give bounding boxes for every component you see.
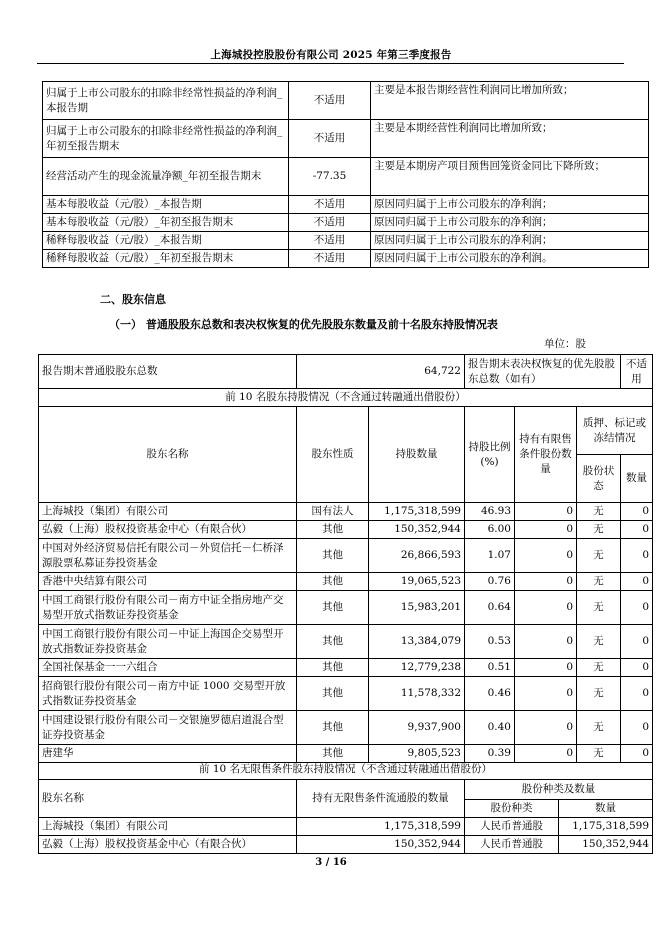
item-name: 稀释每股收益（元/股）_本报告期 (43, 232, 289, 250)
table-row (39, 745, 653, 763)
shareholder-ratio: 0.51 (465, 659, 515, 677)
shareholder-pledge-status: 无 (577, 677, 621, 711)
table-row (43, 82, 649, 120)
subsection-title: （一） 普通股股东总数和表决权恢复的优先股股东数量及前十名股东持股情况表 (109, 318, 498, 331)
shareholder-ratio: 0.53 (465, 625, 515, 659)
shareholder-ratio: 0.76 (465, 573, 515, 591)
totals-row (39, 355, 653, 389)
shareholder-pledge-status: 无 (577, 573, 621, 591)
unrestricted-holders-body (39, 761, 653, 853)
shareholder-nature: 其他 (297, 659, 369, 677)
item-reason: 主要是本期经营性利润同比增加所致； (371, 120, 649, 158)
shareholder-nature: 其他 (297, 521, 369, 539)
shareholder-nature: 其他 (297, 591, 369, 625)
shareholder-restricted: 0 (515, 659, 577, 677)
col-header-shares: 持股数量 (369, 407, 465, 503)
shareholder-pledge-qty: 0 (621, 539, 653, 573)
shareholder-restricted: 0 (515, 503, 577, 521)
shareholder-pledge-status: 无 (577, 745, 621, 763)
shareholder-restricted: 0 (515, 625, 577, 659)
shareholder-pledge-qty: 0 (621, 625, 653, 659)
table-row (39, 573, 653, 591)
shareholder-nature: 其他 (297, 625, 369, 659)
item-value: 不适用 (289, 82, 371, 120)
table-row (39, 591, 653, 625)
holder-name: 弘毅（上海）股权投资基金中心（有限合伙） (39, 835, 297, 853)
top10-caption: 前 10 名股东持股情况（不含通过转融通出借股份） (39, 389, 653, 407)
shareholder-name: 中国对外经济贸易信托有限公司－外贸信托－仁桥泽源股票私募证券投资基金 (39, 539, 297, 573)
item-value: 不适用 (289, 232, 371, 250)
unit-label: 单位：股 (544, 338, 586, 350)
col-header-name: 股东名称 (39, 407, 297, 503)
item-name: 基本每股收益（元/股）_本报告期 (43, 196, 289, 214)
item-reason: 原因同归属于上市公司股东的净利润； (371, 196, 649, 214)
holder-share-amount: 150,352,944 (559, 835, 653, 853)
shareholder-restricted: 0 (515, 677, 577, 711)
shareholder-restricted: 0 (515, 745, 577, 763)
col-header-unrestricted-qty: 持有无限售条件流通股的数量 (297, 779, 465, 817)
shareholder-shares: 9,805,523 (369, 745, 465, 763)
shareholder-pledge-status: 无 (577, 521, 621, 539)
shareholder-name: 弘毅（上海）股权投资基金中心（有限合伙） (39, 521, 297, 539)
table-row (43, 120, 649, 158)
holder-share-amount: 1,175,318,599 (559, 817, 653, 835)
section-title: 二、股东信息 (100, 293, 166, 306)
page-header-title: 上海城投控股股份有限公司 2025 年第三季度报告 (210, 49, 452, 61)
holder-unrestricted-qty: 1,175,318,599 (297, 817, 465, 835)
item-name: 基本每股收益（元/股）_年初至报告期末 (43, 214, 289, 232)
shareholder-pledge-qty: 0 (621, 745, 653, 763)
col-header-pledge-status: 股份状态 (577, 455, 621, 503)
shareholder-pledge-status: 无 (577, 503, 621, 521)
shareholder-pledge-status: 无 (577, 539, 621, 573)
col-header-share-type: 股份种类 (465, 799, 559, 817)
unrestricted-holders-table (38, 761, 653, 854)
shareholder-ratio: 1.07 (465, 539, 515, 573)
col-header-share-type-group: 股份种类及数量 (465, 779, 653, 799)
col-header-pledge-qty: 数量 (621, 455, 653, 503)
shareholder-name: 招商银行股份有限公司－南方中证 1000 交易型开放式指数证券投资基金 (39, 677, 297, 711)
header-divider (37, 63, 624, 64)
col-header-ratio: 持股比例(%) (465, 407, 515, 503)
item-reason: 主要是本期房产项目预售回笼资金同比下降所致； (371, 158, 649, 196)
shareholder-shares: 11,578,332 (369, 677, 465, 711)
col-header-name: 股东名称 (39, 779, 297, 817)
table-row (43, 250, 649, 268)
shareholder-ratio: 0.40 (465, 711, 515, 745)
table-row (39, 711, 653, 745)
shareholder-shares: 150,352,944 (369, 521, 465, 539)
shareholder-restricted: 0 (515, 591, 577, 625)
shareholder-pledge-qty: 0 (621, 659, 653, 677)
table-row (43, 196, 649, 214)
unrestricted-caption: 前 10 名无限售条件股东持股情况（不含通过转融通出借股份） (39, 761, 653, 779)
shareholder-shares: 1,175,318,599 (369, 503, 465, 521)
item-name: 归属于上市公司股东的扣除非经常性损益的净利润_本报告期 (43, 82, 289, 120)
col-header-restricted: 持有有限售条件股份数量 (515, 407, 577, 503)
change-reasons-body (43, 82, 649, 268)
table-row (43, 158, 649, 196)
caption-row (39, 761, 653, 779)
holder-share-type: 人民币普通股 (465, 817, 559, 835)
table-row (39, 659, 653, 677)
shareholder-shares: 26,866,593 (369, 539, 465, 573)
table-row (39, 677, 653, 711)
col-header-pledge: 质押、标记或冻结情况 (577, 407, 653, 455)
change-reasons-table (42, 81, 649, 268)
table-row (39, 521, 653, 539)
shareholder-ratio: 0.39 (465, 745, 515, 763)
item-value: 不适用 (289, 196, 371, 214)
shareholder-restricted: 0 (515, 573, 577, 591)
page-number: 3 / 16 (315, 857, 347, 868)
item-name: 稀释每股收益（元/股）_年初至报告期末 (43, 250, 289, 268)
shareholder-shares: 12,779,238 (369, 659, 465, 677)
shareholder-nature: 其他 (297, 745, 369, 763)
item-name: 经营活动产生的现金流量净额_年初至报告期末 (43, 158, 289, 196)
table-row (39, 503, 653, 521)
shareholder-name: 中国工商银行股份有限公司－中证上海国企交易型开放式指数证券投资基金 (39, 625, 297, 659)
total-shareholders-value: 64,722 (297, 355, 465, 389)
caption-row (39, 389, 653, 407)
shareholder-name: 全国社保基金一一六组合 (39, 659, 297, 677)
total-shareholders-label: 报告期末普通股股东总数 (39, 355, 297, 389)
shareholder-nature: 其他 (297, 573, 369, 591)
shareholder-pledge-qty: 0 (621, 591, 653, 625)
shareholder-pledge-qty: 0 (621, 711, 653, 745)
item-value: 不适用 (289, 214, 371, 232)
table-row (43, 214, 649, 232)
holder-name: 上海城投（集团）有限公司 (39, 817, 297, 835)
header-row (39, 407, 653, 455)
shareholder-shares: 13,384,079 (369, 625, 465, 659)
item-value: -77.35 (289, 158, 371, 196)
item-value: 不适用 (289, 120, 371, 158)
table-row (39, 835, 653, 853)
shareholder-ratio: 0.64 (465, 591, 515, 625)
shareholder-pledge-status: 无 (577, 659, 621, 677)
shareholder-nature: 其他 (297, 711, 369, 745)
shareholder-name: 上海城投（集团）有限公司 (39, 503, 297, 521)
col-header-nature: 股东性质 (297, 407, 369, 503)
shareholder-pledge-status: 无 (577, 711, 621, 745)
shareholder-restricted: 0 (515, 711, 577, 745)
header-row (39, 779, 653, 799)
table-row (39, 625, 653, 659)
item-value: 不适用 (289, 250, 371, 268)
col-header-share-amount: 数量 (559, 799, 653, 817)
shareholder-nature: 其他 (297, 539, 369, 573)
shareholder-pledge-qty: 0 (621, 521, 653, 539)
item-name: 归属于上市公司股东的扣除非经常性损益的净利润_年初至报告期末 (43, 120, 289, 158)
shareholder-pledge-status: 无 (577, 591, 621, 625)
holder-unrestricted-qty: 150,352,944 (297, 835, 465, 853)
shareholder-nature: 国有法人 (297, 503, 369, 521)
shareholder-pledge-qty: 0 (621, 677, 653, 711)
shareholder-name: 唐建华 (39, 745, 297, 763)
shareholder-pledge-status: 无 (577, 625, 621, 659)
shareholder-ratio: 6.00 (465, 521, 515, 539)
table-row (43, 232, 649, 250)
shareholders-body (39, 355, 653, 763)
item-reason: 原因同归属于上市公司股东的净利润。 (371, 250, 649, 268)
shareholder-name: 中国工商银行股份有限公司－南方中证全指房地产交易型开放式指数证券投资基金 (39, 591, 297, 625)
shareholder-ratio: 0.46 (465, 677, 515, 711)
shareholder-restricted: 0 (515, 539, 577, 573)
item-reason: 主要是本报告期经营性利润同比增加所致； (371, 82, 649, 120)
shareholder-shares: 15,983,201 (369, 591, 465, 625)
item-reason: 原因同归属于上市公司股东的净利润； (371, 232, 649, 250)
shareholder-name: 中国建设银行股份有限公司－交银施罗德启道混合型证券投资基金 (39, 711, 297, 745)
item-reason: 原因同归属于上市公司股东的净利润； (371, 214, 649, 232)
shareholder-shares: 19,065,523 (369, 573, 465, 591)
shareholder-restricted: 0 (515, 521, 577, 539)
table-row (39, 539, 653, 573)
shareholder-ratio: 46.93 (465, 503, 515, 521)
preferred-shareholders-label: 报告期末表决权恢复的优先股股东总数（如有） (465, 355, 621, 389)
table-row (39, 817, 653, 835)
shareholder-pledge-qty: 0 (621, 573, 653, 591)
shareholder-shares: 9,937,900 (369, 711, 465, 745)
shareholder-pledge-qty: 0 (621, 503, 653, 521)
shareholders-table (38, 354, 653, 763)
shareholder-name: 香港中央结算有限公司 (39, 573, 297, 591)
shareholder-nature: 其他 (297, 677, 369, 711)
preferred-shareholders-value: 不适用 (621, 355, 653, 389)
holder-share-type: 人民币普通股 (465, 835, 559, 853)
